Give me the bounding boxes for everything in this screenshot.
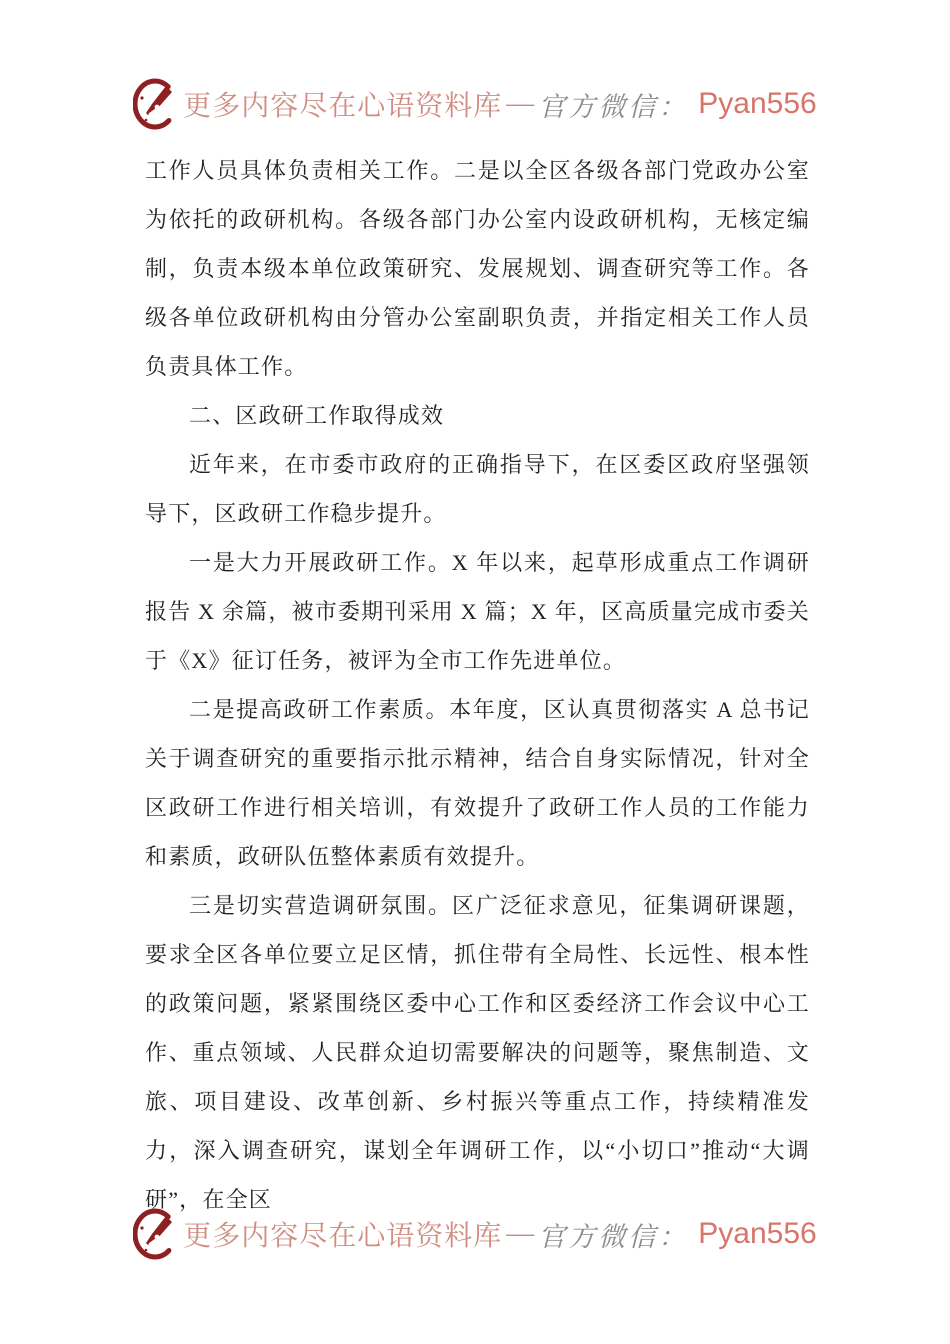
- watermark-brand-text: 更多内容尽在心语资料库: [183, 91, 503, 122]
- header-watermark: [0, 76, 950, 132]
- paragraph-continuation: 工作人员具体负责相关工作。二是以全区各级各部门党政办公室为依托的政研机构。各级各部门办公室内设政研机构，无核定编制，负责本级本单位政策研究、发展规划、调查研究等工作。各级各单位政研机构由分管办公室副职负责，并指定相关工作人员负责具体工作。: [145, 158, 810, 379]
- watermark-wechat-label: 官方微信：: [538, 1221, 689, 1253]
- section-heading: 二、区政研工作取得成效: [189, 403, 445, 428]
- footer-watermark: [0, 1206, 950, 1262]
- watermark-dash: —: [506, 88, 535, 119]
- paragraph: 二是提高政研工作素质。本年度，区认真贯彻落实 A 总书记关于调查研究的重要指示批示精神，结合自身实际情况，针对全区政研工作进行相关培训，有效提升了政研工作人员的工作能力和素质，政研队伍整体素质有效提升。: [145, 697, 810, 869]
- paragraph: 一是大力开展政研工作。X 年以来，起草形成重点工作调研报告 X 余篇，被市委期刊采用 X 篇；X 年，区高质量完成市委关于《X》征订任务，被评为全市工作先进单位。: [145, 550, 810, 673]
- paragraph: 近年来，在市委市政府的正确指导下，在区委区政府坚强领导下，区政研工作稳步提升。: [145, 452, 810, 526]
- watermark-wechat-id: Pyan556: [698, 87, 817, 120]
- watermark-brand-text: 更多内容尽在心语资料库: [183, 1221, 503, 1252]
- document-body: [145, 146, 810, 1224]
- pen-seal-logo-icon: [133, 1208, 177, 1260]
- watermark-dash: —: [506, 1218, 535, 1249]
- watermark-wechat-label: 官方微信：: [538, 91, 689, 123]
- pen-seal-logo-icon: [133, 78, 177, 130]
- watermark-wechat-id: Pyan556: [698, 1217, 817, 1250]
- paragraph: 三是切实营造调研氛围。区广泛征求意见，征集调研课题，要求全区各单位要立足区情，抓住带有全局性、长远性、根本性的政策问题，紧紧围绕区委中心工作和区委经济工作会议中心工作、重点领域、人民群众迫切需要解决的问题等，聚焦制造、文旅、项目建设、改革创新、乡村振兴等重点工作，持续精准发力，深入调查研究，谋划全年调研工作，以“小切口”推动“大调研”，在全区: [145, 893, 810, 1212]
